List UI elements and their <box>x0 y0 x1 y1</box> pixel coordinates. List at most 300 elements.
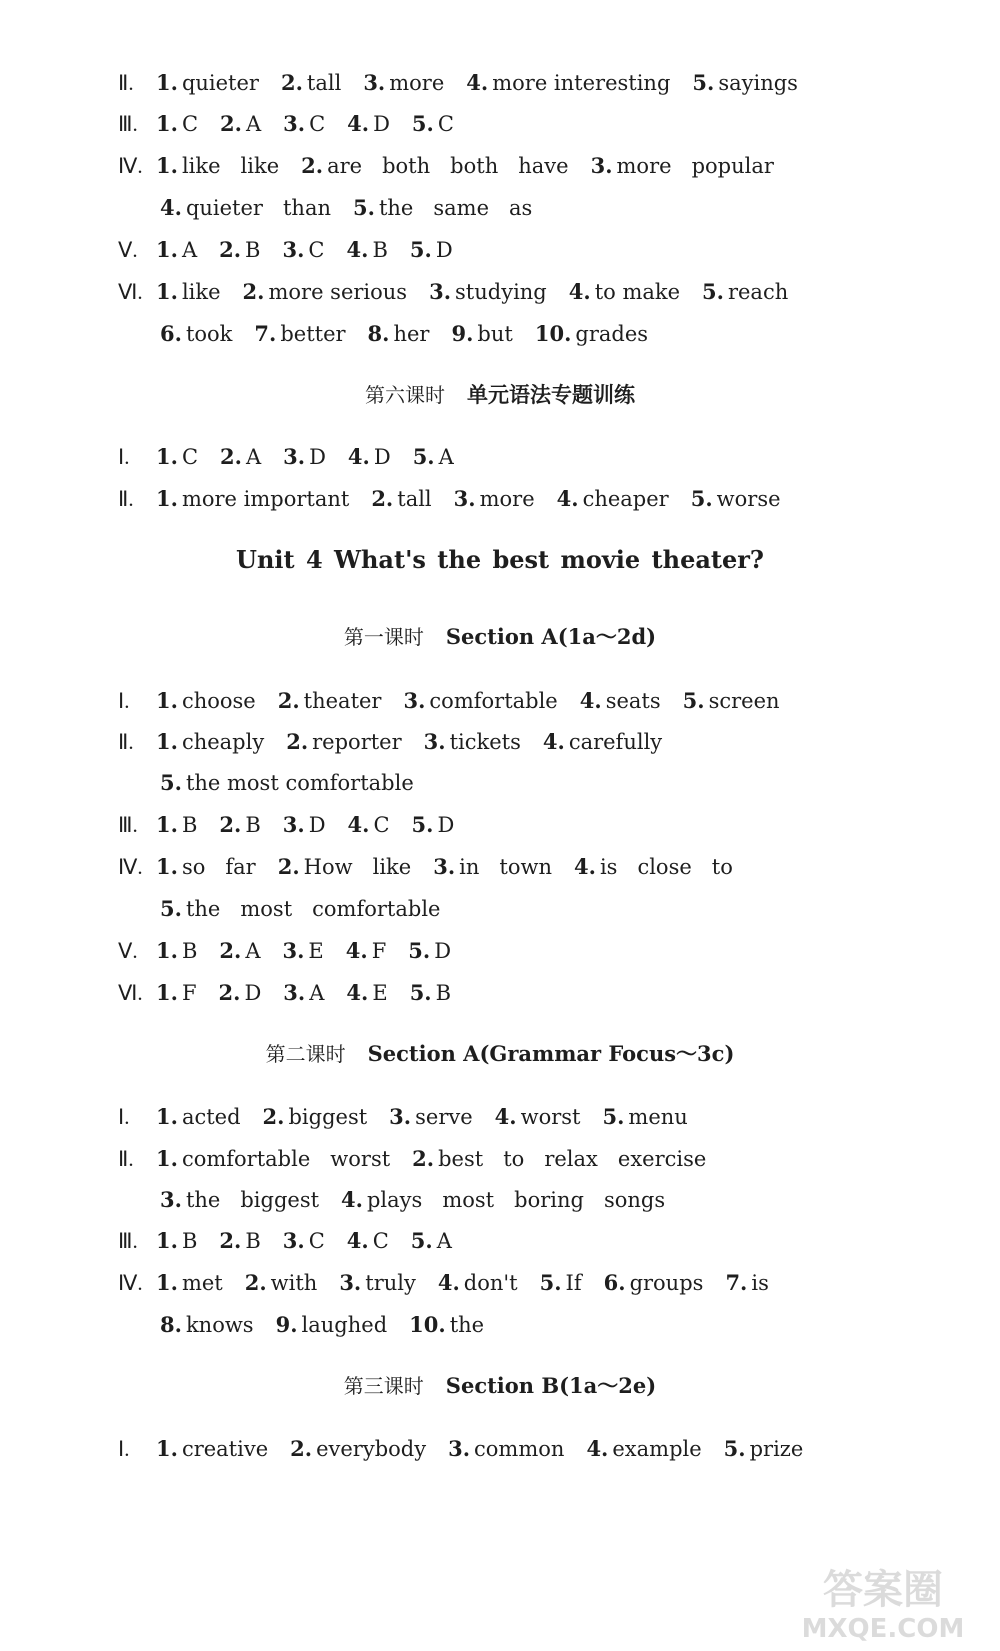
answer-number: 3. <box>423 729 446 754</box>
answer-item <box>156 813 197 837</box>
answer-text: met <box>181 1271 223 1295</box>
answer-text: C <box>181 445 199 469</box>
answer-item <box>276 1313 388 1337</box>
answer-number: 1. <box>156 111 178 136</box>
answer-number: 3. <box>339 1270 362 1295</box>
lesson-section: Section A(Grammar Focus～3c) <box>367 1041 735 1066</box>
answer-text: A <box>436 1229 452 1253</box>
answer-number: 6. <box>160 321 182 346</box>
answer-number: 5. <box>408 938 431 963</box>
lesson-heading <box>0 622 1000 652</box>
answer-item <box>412 813 455 837</box>
answer-number: 2. <box>242 279 265 304</box>
answer-number: 1. <box>156 1436 178 1461</box>
answer-text: cheaply <box>181 730 265 754</box>
answer-item <box>495 1105 581 1129</box>
answer-text: more <box>389 71 445 95</box>
answer-text: tall <box>306 71 342 95</box>
answer-text: D <box>309 445 326 469</box>
answer-number: 4. <box>341 1187 363 1212</box>
answer-text: A <box>245 939 261 963</box>
answer-item <box>557 487 669 511</box>
answer-number: 9. <box>451 321 474 346</box>
answer-number: 2. <box>244 1270 267 1295</box>
answer-number: 2. <box>277 854 300 879</box>
answer-text: the most comfortable <box>185 771 414 795</box>
answer-number: 4. <box>346 1228 369 1253</box>
answer-number: 1. <box>156 1270 178 1295</box>
answer-number: 9. <box>275 1312 298 1337</box>
watermark-logo <box>778 1555 988 1645</box>
exercise-numeral: Ⅰ. <box>118 1437 130 1461</box>
answer-text: studying <box>455 280 547 304</box>
lesson-section: Section A(1a～2d) <box>445 624 657 649</box>
answer-number: 1. <box>156 938 178 963</box>
answer-number: 3. <box>282 938 305 963</box>
answer-text: A <box>438 445 454 469</box>
answer-number: 5. <box>409 237 432 262</box>
answer-number: 3. <box>160 1187 182 1212</box>
answer-item <box>278 855 411 879</box>
answer-item <box>389 1105 472 1129</box>
answer-number: 2. <box>371 486 394 511</box>
answer-number: 3. <box>389 1104 412 1129</box>
answer-text: like <box>181 280 221 304</box>
answer-number: 2. <box>277 688 300 713</box>
answer-number: 1. <box>156 812 178 837</box>
answer-number: 7. <box>254 321 277 346</box>
answer-number: 5. <box>539 1270 562 1295</box>
answer-text: carefully <box>568 730 663 754</box>
answer-text: biggest <box>288 1105 368 1129</box>
answer-line <box>118 235 940 265</box>
answer-item <box>454 487 535 511</box>
answer-number: 4. <box>556 486 579 511</box>
answer-item <box>156 154 279 178</box>
answer-item <box>602 1105 687 1129</box>
answer-text: more popular <box>616 154 774 178</box>
answer-text: D <box>308 813 326 837</box>
answer-number: 1. <box>156 1146 178 1171</box>
lesson-number: 第一课时 <box>343 625 424 649</box>
answer-text: sayings <box>718 71 798 95</box>
answer-item <box>160 322 232 346</box>
exercise-numeral: Ⅵ. <box>118 280 143 304</box>
answer-number: 4. <box>345 938 368 963</box>
answer-number: 5. <box>702 279 724 304</box>
answer-text: the most comfortable <box>185 897 441 921</box>
watermark-top-text: 答案圈 <box>823 1567 943 1613</box>
answer-number: 5. <box>160 896 182 921</box>
answer-number: 4. <box>466 70 489 95</box>
answer-text: choose <box>181 689 256 713</box>
answer-text: worst <box>520 1105 581 1129</box>
answer-item <box>363 71 444 95</box>
answer-number: 2. <box>219 237 242 262</box>
exercise-numeral: Ⅱ. <box>118 487 134 511</box>
answer-number: 3. <box>282 1228 305 1253</box>
answer-text: E <box>372 981 388 1005</box>
answer-number: 4. <box>574 854 596 879</box>
answer-number: 2. <box>219 1228 242 1253</box>
answer-number: 5. <box>723 1436 746 1461</box>
answer-item <box>281 71 341 95</box>
lesson-section: 单元语法专题训练 <box>467 382 635 407</box>
answer-text: more interesting <box>492 71 671 95</box>
answer-item <box>409 1313 484 1337</box>
watermark-graphic <box>778 1555 988 1645</box>
answer-number: 3. <box>403 688 426 713</box>
answer-text: comfortable <box>429 689 558 713</box>
answer-item <box>569 280 680 304</box>
answer-item <box>346 981 387 1005</box>
answer-text: so far <box>181 855 256 879</box>
answer-item <box>156 981 197 1005</box>
answer-item <box>692 71 798 95</box>
answer-item <box>348 445 391 469</box>
answer-line <box>160 319 940 349</box>
answer-item <box>156 1147 390 1171</box>
answer-number: 1. <box>156 1104 178 1129</box>
answer-text: C <box>309 112 326 136</box>
answer-number: 5. <box>602 1104 625 1129</box>
answer-text: B <box>245 813 261 837</box>
answer-line <box>118 978 940 1008</box>
answer-number: 1. <box>156 980 178 1005</box>
answer-text: like like <box>181 154 280 178</box>
answer-text: D <box>437 813 455 837</box>
answer-item <box>353 196 532 220</box>
answer-line <box>118 686 940 716</box>
answer-item <box>301 154 568 178</box>
answer-text: How like <box>303 855 412 879</box>
answer-text: C <box>308 238 325 262</box>
answer-text: D <box>435 238 453 262</box>
answer-item <box>283 1229 325 1253</box>
answer-line <box>118 1226 940 1256</box>
answer-line <box>160 1185 940 1215</box>
answer-item <box>156 855 256 879</box>
answer-text: knows <box>185 1313 254 1337</box>
answer-text: B <box>372 238 388 262</box>
answer-item <box>348 813 390 837</box>
answer-item <box>160 897 440 921</box>
answer-number: 7. <box>725 1270 748 1295</box>
answer-item <box>243 280 408 304</box>
answer-text: D <box>434 939 452 963</box>
answer-number: 5. <box>690 486 713 511</box>
answer-text: are both both have <box>327 154 569 178</box>
answer-item <box>156 112 198 136</box>
answer-line <box>118 442 940 472</box>
lesson-number: 第六课时 <box>365 383 445 407</box>
answer-number: 3. <box>590 153 613 178</box>
answer-item <box>156 1229 197 1253</box>
lesson-heading <box>0 1039 1000 1069</box>
answer-line <box>160 894 940 924</box>
exercise-numeral: Ⅴ. <box>118 238 138 262</box>
answer-text: grades <box>575 322 649 346</box>
answer-text: theater <box>303 689 382 713</box>
watermark-bottom-text: MXQE.COM <box>801 1614 965 1644</box>
answer-number: 1. <box>156 1228 178 1253</box>
lesson-number: 第二课时 <box>265 1042 346 1066</box>
answer-text: A <box>181 238 198 262</box>
exercise-numeral: Ⅰ. <box>118 445 130 469</box>
lesson-number: 第三课时 <box>343 1374 424 1398</box>
answer-text: the same as <box>378 196 533 220</box>
answer-number: 4. <box>347 444 370 469</box>
answer-number: 3. <box>282 237 305 262</box>
answer-item <box>283 112 325 136</box>
answer-text: cheaper <box>582 487 669 511</box>
answer-item <box>160 196 331 220</box>
answer-text: best to relax exercise <box>438 1147 707 1171</box>
answer-item <box>220 112 261 136</box>
answer-item <box>339 1271 416 1295</box>
answer-text: to make <box>594 280 681 304</box>
answer-number: 2. <box>220 111 242 136</box>
answer-item <box>691 487 781 511</box>
answer-text: in town <box>459 855 552 879</box>
answer-item <box>156 1271 223 1295</box>
answer-item <box>580 689 661 713</box>
answer-text: screen <box>708 689 780 713</box>
answer-item <box>604 1271 704 1295</box>
answer-number: 5. <box>411 812 434 837</box>
answer-number: 3. <box>433 854 456 879</box>
answer-item <box>347 1229 389 1253</box>
answer-item <box>433 855 552 879</box>
answer-number: 3. <box>283 444 306 469</box>
answer-line <box>118 109 940 139</box>
answer-number: 4. <box>579 688 602 713</box>
answer-item <box>586 1437 701 1461</box>
answer-item <box>220 445 261 469</box>
answer-item <box>156 445 198 469</box>
answer-text: more important <box>181 487 350 511</box>
answer-line <box>160 1310 940 1340</box>
answer-text: worse <box>716 487 781 511</box>
answer-number: 3. <box>363 70 386 95</box>
answer-text: with <box>270 1271 318 1295</box>
answer-item <box>245 1271 318 1295</box>
answer-item <box>156 689 256 713</box>
answer-text: plays most boring songs <box>366 1188 666 1212</box>
answer-item <box>424 730 521 754</box>
answer-item <box>263 1105 368 1129</box>
answer-text: B <box>181 813 198 837</box>
answer-text: took <box>185 322 233 346</box>
answer-item <box>412 112 454 136</box>
answer-item <box>282 939 323 963</box>
answer-item <box>254 322 345 346</box>
answer-number: 2. <box>220 444 242 469</box>
answer-line <box>118 151 940 181</box>
answer-number: 6. <box>603 1270 626 1295</box>
answer-item <box>347 238 388 262</box>
answer-text: tickets <box>449 730 521 754</box>
answer-number: 5. <box>410 1228 433 1253</box>
answer-text: quieter than <box>185 196 331 220</box>
answer-item <box>466 71 670 95</box>
answer-item <box>156 939 197 963</box>
answer-item <box>451 322 512 346</box>
answer-number: 3. <box>448 1436 471 1461</box>
answer-text: don't <box>463 1271 518 1295</box>
answer-text: E <box>308 939 324 963</box>
answer-text: groups <box>629 1271 704 1295</box>
answer-item <box>156 71 259 95</box>
lesson-heading <box>0 380 1000 410</box>
answer-number: 5. <box>692 70 715 95</box>
answer-item <box>683 689 780 713</box>
answer-item <box>574 855 733 879</box>
answer-number: 2. <box>280 70 303 95</box>
answer-text: B <box>245 238 261 262</box>
answer-line <box>160 768 940 798</box>
answer-number: 2. <box>412 1146 435 1171</box>
answer-text: C <box>308 1229 325 1253</box>
answer-number: 5. <box>682 688 705 713</box>
answer-text: comfortable worst <box>181 1147 391 1171</box>
answer-number: 3. <box>429 279 452 304</box>
answer-text: acted <box>181 1105 241 1129</box>
unit-title: Unit 4 What's the best movie theater? <box>236 545 764 574</box>
answer-number: 8. <box>160 1312 182 1337</box>
answer-item <box>156 1105 241 1129</box>
exercise-numeral: Ⅳ. <box>118 1271 143 1295</box>
answer-text: seats <box>605 689 661 713</box>
answer-text: is close to <box>599 855 733 879</box>
answer-number: 2. <box>290 1436 313 1461</box>
exercise-numeral: Ⅲ. <box>118 813 138 837</box>
answer-number: 3. <box>282 812 305 837</box>
answer-item <box>278 689 382 713</box>
answer-line <box>118 1434 940 1464</box>
answer-item <box>403 689 557 713</box>
answer-text: C <box>373 813 390 837</box>
exercise-numeral: Ⅰ. <box>118 1105 130 1129</box>
answer-line <box>118 852 940 882</box>
answer-item <box>160 1313 254 1337</box>
exercise-numeral: Ⅳ. <box>118 855 143 879</box>
answer-item <box>725 1271 768 1295</box>
answer-item <box>219 813 260 837</box>
answer-text: C <box>181 112 199 136</box>
answer-number: 2. <box>262 1104 285 1129</box>
answer-item <box>543 730 662 754</box>
answer-number: 1. <box>156 444 178 469</box>
answer-text: A <box>245 445 262 469</box>
exercise-numeral: Ⅲ. <box>118 112 138 136</box>
answer-number: 5. <box>353 195 375 220</box>
answer-number: 3. <box>453 486 476 511</box>
answer-line <box>118 936 940 966</box>
answer-text: D <box>244 981 262 1005</box>
answer-item <box>219 939 260 963</box>
answer-number: 4. <box>346 237 369 262</box>
exercise-numeral: Ⅲ. <box>118 1229 138 1253</box>
answer-number: 4. <box>494 1104 517 1129</box>
answer-item <box>282 238 324 262</box>
answer-number: 2. <box>218 980 241 1005</box>
answer-line <box>118 68 940 98</box>
answer-text: more serious <box>268 280 408 304</box>
answer-text: reporter <box>312 730 402 754</box>
answer-line <box>118 1268 940 1298</box>
answer-text: A <box>309 981 325 1005</box>
answer-number: 1. <box>156 70 178 95</box>
answer-item <box>368 322 430 346</box>
answer-item <box>290 1437 426 1461</box>
answer-number: 5. <box>412 444 435 469</box>
answer-text: but <box>477 322 513 346</box>
answer-item <box>411 1229 452 1253</box>
answer-number: 4. <box>347 812 370 837</box>
answer-item <box>219 1229 260 1253</box>
answer-text: F <box>371 939 387 963</box>
answer-item <box>408 939 451 963</box>
answer-item <box>219 238 260 262</box>
answer-number: 10. <box>409 1312 446 1337</box>
answer-item <box>283 813 326 837</box>
answer-number: 4. <box>346 980 369 1005</box>
answer-number: 4. <box>542 729 565 754</box>
answer-line <box>118 1144 940 1174</box>
exercise-numeral: Ⅱ. <box>118 730 134 754</box>
answer-line <box>118 277 940 307</box>
answer-number: 1. <box>156 854 178 879</box>
answer-line <box>160 193 940 223</box>
exercise-numeral: Ⅴ. <box>118 939 138 963</box>
answer-number: 5. <box>160 770 182 795</box>
answer-number: 4. <box>160 195 182 220</box>
answer-text: D <box>373 112 390 136</box>
answer-number: 2. <box>219 812 242 837</box>
answer-text: the biggest <box>185 1188 320 1212</box>
answer-item <box>591 154 774 178</box>
answer-text: laughed <box>301 1313 388 1337</box>
answer-number: 1. <box>156 729 178 754</box>
answer-text: A <box>245 112 262 136</box>
answer-number: 3. <box>283 111 306 136</box>
answer-item <box>371 487 431 511</box>
answer-item <box>412 1147 706 1171</box>
answer-number: 4. <box>437 1270 460 1295</box>
answer-text: example <box>612 1437 702 1461</box>
answer-number: 2. <box>219 938 242 963</box>
answer-item <box>283 981 324 1005</box>
answer-item <box>410 238 453 262</box>
answer-text: If <box>565 1271 582 1295</box>
answer-item <box>410 981 451 1005</box>
answer-item <box>413 445 454 469</box>
answer-number: 2. <box>286 729 309 754</box>
answer-number: 1. <box>156 153 178 178</box>
exercise-numeral: Ⅰ. <box>118 689 130 713</box>
answer-text: truly <box>365 1271 416 1295</box>
answer-text: her <box>393 322 430 346</box>
answer-text: B <box>181 1229 198 1253</box>
answer-text: B <box>181 939 198 963</box>
answer-number: 10. <box>534 321 572 346</box>
answer-number: 1. <box>156 486 178 511</box>
answer-item <box>156 238 197 262</box>
answer-line <box>118 810 940 840</box>
answer-item <box>156 487 349 511</box>
answer-text: reach <box>727 280 789 304</box>
